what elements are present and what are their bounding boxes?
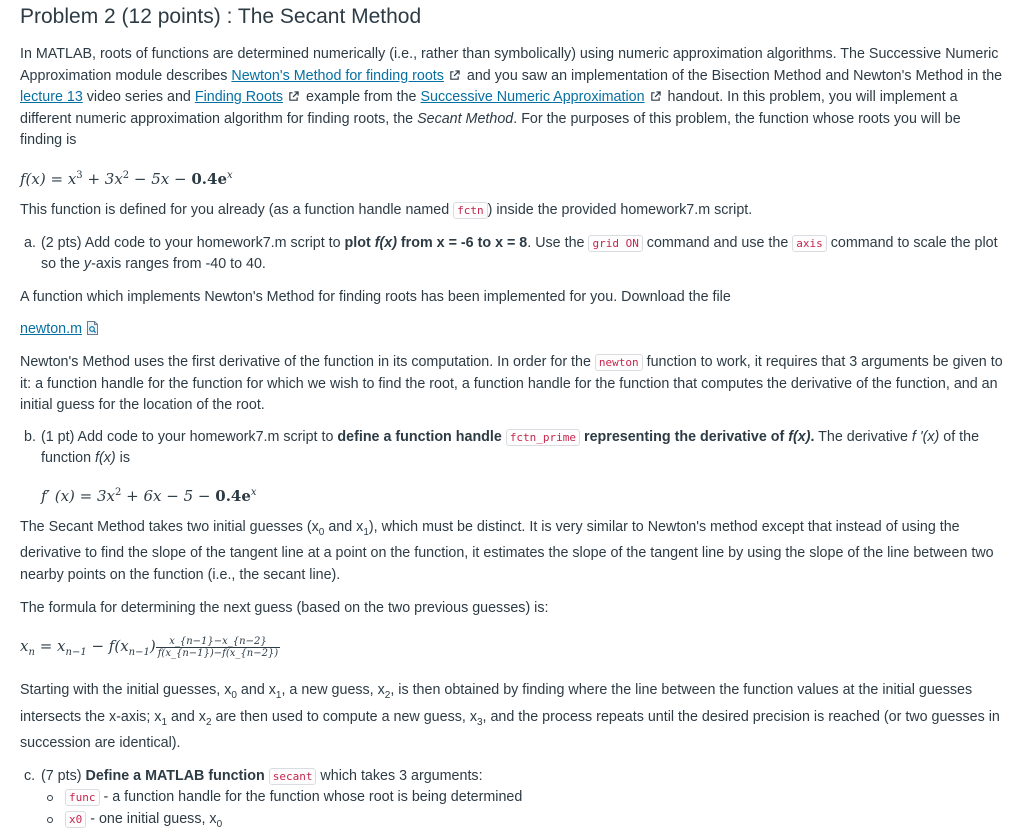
newton-paragraph: Newton's Method uses the first derivative of the function in its computation. In order for the newton function to work, it requires that 3 arguments be given to it: a function handle for the function for which we wish to find the root, a function handle for the function that computes the derivative of the function, and an initial guess for the location of the root.	[20, 353, 1003, 414]
list-item-b: b. (1 pt) Add code to your homework7.m script to define a function handle fctn_prime representing the derivative of f(x). The derivative f '(x) of the function f(x) is f′ $(x) = 3x^2 + 6x - 5 - 0.4e^x$	[20, 427, 1004, 508]
equation-f: $f(x) = x^3 + 3x^2 - 5x - 0.4e^x$	[20, 169, 233, 188]
link-finding-roots[interactable]: Finding Roots	[194, 89, 284, 106]
code-func: func	[65, 789, 100, 806]
code-fctn: fctn	[453, 202, 488, 219]
external-link-icon	[650, 91, 661, 102]
page-title: Problem 2 (12 points) : The Secant Method	[20, 5, 422, 28]
equation-secant: $x_n = x_{n-1} - f(x_{n-1})$ $\frac{x\_\{n-1\}-x\_\{n-2\}}{f(x\_\{n-1\})-f(x\_\{n-2\})}$	[20, 635, 279, 659]
list-item-c: c. (7 pts) Define a MATLAB function secant which takes 3 arguments:	[24, 767, 483, 784]
link-newton-m[interactable]: newton.m	[20, 321, 82, 338]
bullet-icon	[47, 817, 53, 823]
file-preview-icon[interactable]	[86, 321, 99, 335]
bullet-icon	[47, 795, 53, 801]
file-link-row	[20, 319, 1004, 341]
code-grid-on: grid ON	[588, 235, 642, 252]
list-item: x0 - one initial guess, $x_0$	[20, 809, 1004, 835]
list-item-a: a. (2 pts) Add code to your homework7.m script to plot f(x) from x = -6 to x = 8. Use the grid ON command and use the axis command to scale the plot so the y-axis ranges from -40 to 40.	[24, 234, 998, 273]
secant-fraction: $\frac{x\_\{n-1\}-x\_\{n-2\}}{f(x\_\{n-1\})-f(x\_\{n-2\})}$	[157, 635, 279, 659]
download-paragraph: A function which implements Newton's Method for finding roots has been implemented for you. Download the file	[20, 288, 731, 305]
external-link-icon	[288, 91, 299, 102]
fctn-paragraph: This function is defined for you already (as a function handle named fctn ) inside the provided homework7.m script.	[20, 201, 753, 218]
link-lecture-13[interactable]: lecture 13	[20, 89, 83, 106]
equation-f-prime: f′ $(x) = 3x^2 + 6x - 5 - 0.4e^x$	[41, 486, 257, 505]
code-x0: x0	[65, 811, 86, 828]
secant-intro-paragraph: The Secant Method takes two initial guesses ($x_0$ and $x_1$), which must be distinct. It is very similar to Newton's method except that instead of using the derivative to find the slope of the tangent line at a point on the function, it estimates the slope of the tangent line by using the slope of the line between two nearby points on the function (i.e., the secant line).	[20, 518, 994, 583]
intro-paragraph: In MATLAB, roots of functions are determined numerically (i.e., rather than symbolically) using numeric approximation algorithms. The Successive Numeric Approximation module describes Newton's Method for finding roots and you saw an implementation of the Bisection Method and Newton's Method in the lecture 13 video series and Finding Roots example from the Successive Numeric Approximation handout. In this problem, you will implement a different numeric approximation algorithm for finding roots, the Secant Method. For the purposes of this problem, the function whose roots you will be finding is	[20, 46, 1003, 149]
link-successive-numeric-approximation[interactable]: Successive Numeric Approximation	[420, 89, 645, 106]
list-item: func - a function handle for the function whose root is being determined	[20, 787, 1004, 809]
external-link-icon	[449, 70, 460, 81]
link-newtons-method[interactable]: Newton's Method for finding roots	[231, 67, 444, 84]
starting-paragraph: Starting with the initial guesses, $x_0$ and $x_1$, a new guess, $x_2$, is then obtained by finding where the line between the function values at the initial guesses intersects the x-axis; $x_1$ and $x_2$ are then used to compute a new guess, $x_3$, and the process repeats until the desired precision is reached (or two guesses in succession are identical).	[20, 682, 1000, 752]
code-secant: secant	[269, 768, 317, 785]
code-fctn-prime: fctn_prime	[506, 429, 580, 446]
code-newton: newton	[595, 354, 643, 371]
formula-intro: The formula for determining the next guess (based on the two previous guesses) is:	[20, 599, 549, 616]
code-axis: axis	[792, 235, 827, 252]
